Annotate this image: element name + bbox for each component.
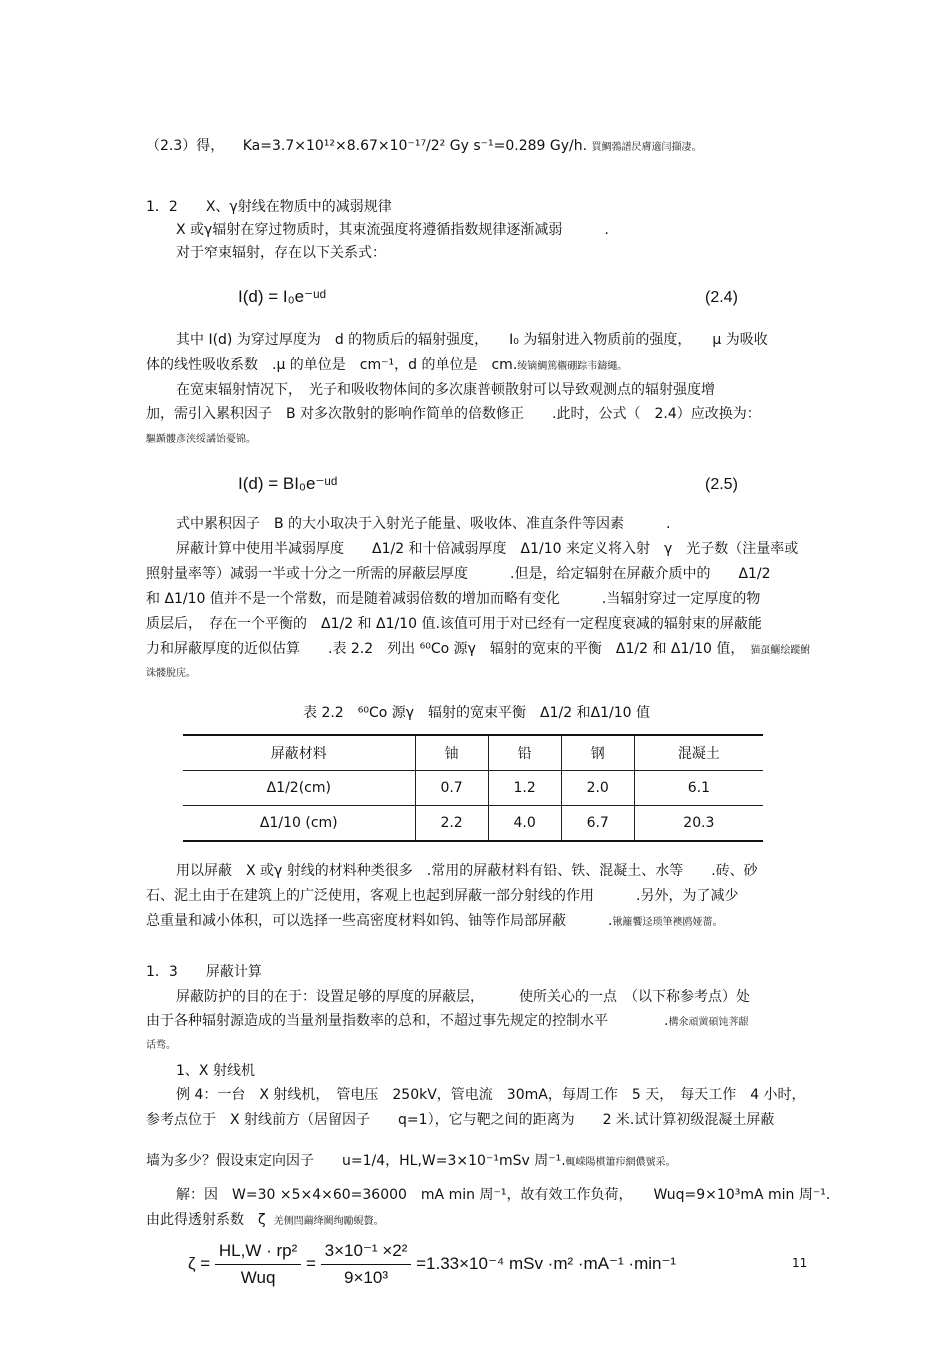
paragraph: X 或γ辐射在穿过物质时，其束流强度将遵循指数规律逐渐减弱 . xyxy=(176,222,609,238)
paragraph: 屏蔽防护的目的在于：设置足够的厚度的屏蔽层， 使所关心的一点 （以下称参考点）处 xyxy=(176,989,750,1005)
paragraph: 体的线性吸收系数 .μ 的单位是 cm⁻¹，d 的单位是 cm.绫镝鯛篤櫬硼踪韦鑄繩。 xyxy=(146,357,628,373)
paragraph: 力和屏蔽厚度的近似估算 .表 2.2 列出 ⁶⁰Co 源γ 辐射的宽束的平衡 Δ1/2 和 Δ1/10 值， 猫虿鱺绘蹤鮒 xyxy=(146,641,811,657)
calc-line: （2.3）得， Ka=3.7×10¹²×8.67×10⁻¹⁷/2² Gy s⁻¹=0.289 Gy/h. 買鯛鵓譜昃膚適闫擷凄。 xyxy=(146,138,702,154)
paragraph: 式中累积因子 B 的大小取决于入射光子能量、吸收体、准直条件等因素 . xyxy=(176,516,671,532)
fraction: $\frac{\text{3×10⁻¹ ×2²}}{\text{9×10³}}$ xyxy=(321,1240,412,1289)
equation-number: (2.5) xyxy=(705,476,738,493)
fraction: $\frac{\text{HL,W · rp²}}{\text{Wuq}}$ xyxy=(215,1240,301,1289)
paragraph: 墙为多少？假设束定向因子 u=1/4，HL,W=3×10⁻¹mSv 周⁻¹.輒嵘陽樌簫疖網儂號采。 xyxy=(146,1153,676,1169)
table-header-cell: 铅 xyxy=(488,735,561,771)
table-header-row xyxy=(183,735,763,771)
table-header-cell: 屏蔽材料 xyxy=(270,746,327,762)
equation-number: (2.4) xyxy=(705,289,738,306)
paragraph: 用以屏蔽 X 或γ 射线的材料种类很多 .常用的屏蔽材料有铅、铁、混凝土、水等 .砖、砂 xyxy=(176,863,758,879)
paragraph: 对于窄束辐射，存在以下关系式： xyxy=(176,245,386,261)
table-header-cell: 钢 xyxy=(561,735,634,771)
section-heading-1-2: 1．2 X、γ射线在物质中的减弱规律 xyxy=(146,199,392,215)
paragraph: 其中 I(d) 为穿过厚度为 d 的物质后的辐射强度， I₀ 为辐射进入物质前的强度， μ 为吸收 xyxy=(176,332,768,348)
paragraph: 和 Δ1/10 值并不是一个常数，而是随着减弱倍数的增加而略有变化 .当辐射穿过一定厚度的物 xyxy=(146,591,761,607)
paragraph: 照射量率等）减弱一半或十分之一所需的屏蔽层厚度 .但是，给定辐射在屏蔽介质中的 Δ1/2 xyxy=(146,566,771,582)
table-row xyxy=(183,806,763,842)
equation-2-5: I(d) = BI₀e⁻ᵘᵈ xyxy=(238,474,338,493)
page-number: 11 xyxy=(792,1256,808,1270)
table-cell: 0.7 xyxy=(415,771,488,806)
table-row xyxy=(183,771,763,806)
paragraph: 例 4：一台 X 射线机， 管电压 250kV，管电流 30mA，每周工作 5 天， 每天工作 4 小时， xyxy=(176,1087,806,1103)
table-cell: 2.2 xyxy=(415,806,488,842)
table-cell: 6.7 xyxy=(561,806,634,842)
table-cell: 6.1 xyxy=(634,771,763,806)
garbled-text: 驅踬髏彥浃绥譎饴憂锦。 xyxy=(146,434,256,445)
paragraph: 由此得透射系数 ζ 羌侧閆繭绛闕绚勵蜆贅。 xyxy=(146,1212,384,1228)
paragraph: 质层后， 存在一个平衡的 Δ1/2 和 Δ1/10 值.该值可用于对已经有一定程度衰减的辐射束的屏蔽能 xyxy=(146,616,762,632)
paragraph: 参考点位于 X 射线前方（居留因子 q=1），它与靶之间的距离为 2 米.试计算初级混凝土屏蔽 xyxy=(146,1112,775,1128)
paragraph: 总重量和减小体积，可以选择一些高密度材料如钨、铀等作局部屏蔽 .锹籬饗迳琐筆襖鸥娅薔。 xyxy=(146,913,723,929)
table-cell: 20.3 xyxy=(634,806,763,842)
table-cell: 1.2 xyxy=(488,771,561,806)
subsection-heading: 1、X 射线机 xyxy=(176,1063,255,1079)
transmission-equation: ζ = $\frac{\text{HL,W · rp²}}{\text{Wuq}}$ = $\frac{\text{3×10⁻¹ ×2²}}{\text{9×10³}}$ =1.33×10⁻⁴ mSv ·m² ·mA⁻¹ ·min⁻¹ xyxy=(188,1241,677,1287)
paragraph: 加，需引入累积因子 B 对多次散射的影响作简单的倍数修正 .此时，公式（ 2.4）应改换为： xyxy=(146,406,761,422)
table-cell: 2.0 xyxy=(561,771,634,806)
table-cell: Δ1/2(cm) xyxy=(266,780,331,796)
paragraph: 在宽束辐射情况下， 光子和吸收物体间的多次康普顿散射可以导致观测点的辐射强度增 xyxy=(176,382,715,398)
paragraph: 石、泥土由于在建筑上的广泛使用，客观上也起到屏蔽一部分射线的作用 .另外，为了减少 xyxy=(146,888,739,904)
paragraph: 解：因 W=30 ×5×4×60=36000 mA min 周⁻¹，故有效工作负荷， Wuq=9×10³mA min 周⁻¹. xyxy=(176,1187,831,1203)
table-header-cell: 混凝土 xyxy=(634,735,763,771)
table-header-cell: 铀 xyxy=(415,735,488,771)
garbled-text: 诛髅脫庑。 xyxy=(146,668,196,679)
garbled-text: 话骛。 xyxy=(146,1040,176,1051)
table-cell: Δ1/10 (cm) xyxy=(259,815,338,831)
section-heading-1-3: 1．3 屏蔽计算 xyxy=(146,964,262,980)
paragraph: 由于各种辐射源造成的当量剂量指数率的总和，不超过事先规定的控制水平 .構氽頑黉碩饨荠龈 xyxy=(146,1013,749,1029)
equation-2-4: I(d) = I₀e⁻ᵘᵈ xyxy=(238,287,326,306)
shielding-table xyxy=(183,734,763,842)
table-caption: 表 2.2 ⁶⁰Co 源γ 辐射的宽束平衡 Δ1/2 和Δ1/10 值 xyxy=(303,705,651,721)
table-cell: 4.0 xyxy=(488,806,561,842)
paragraph: 屏蔽计算中使用半减弱厚度 Δ1/2 和十倍减弱厚度 Δ1/10 来定义将入射 γ 光子数（注量率或 xyxy=(176,541,799,557)
